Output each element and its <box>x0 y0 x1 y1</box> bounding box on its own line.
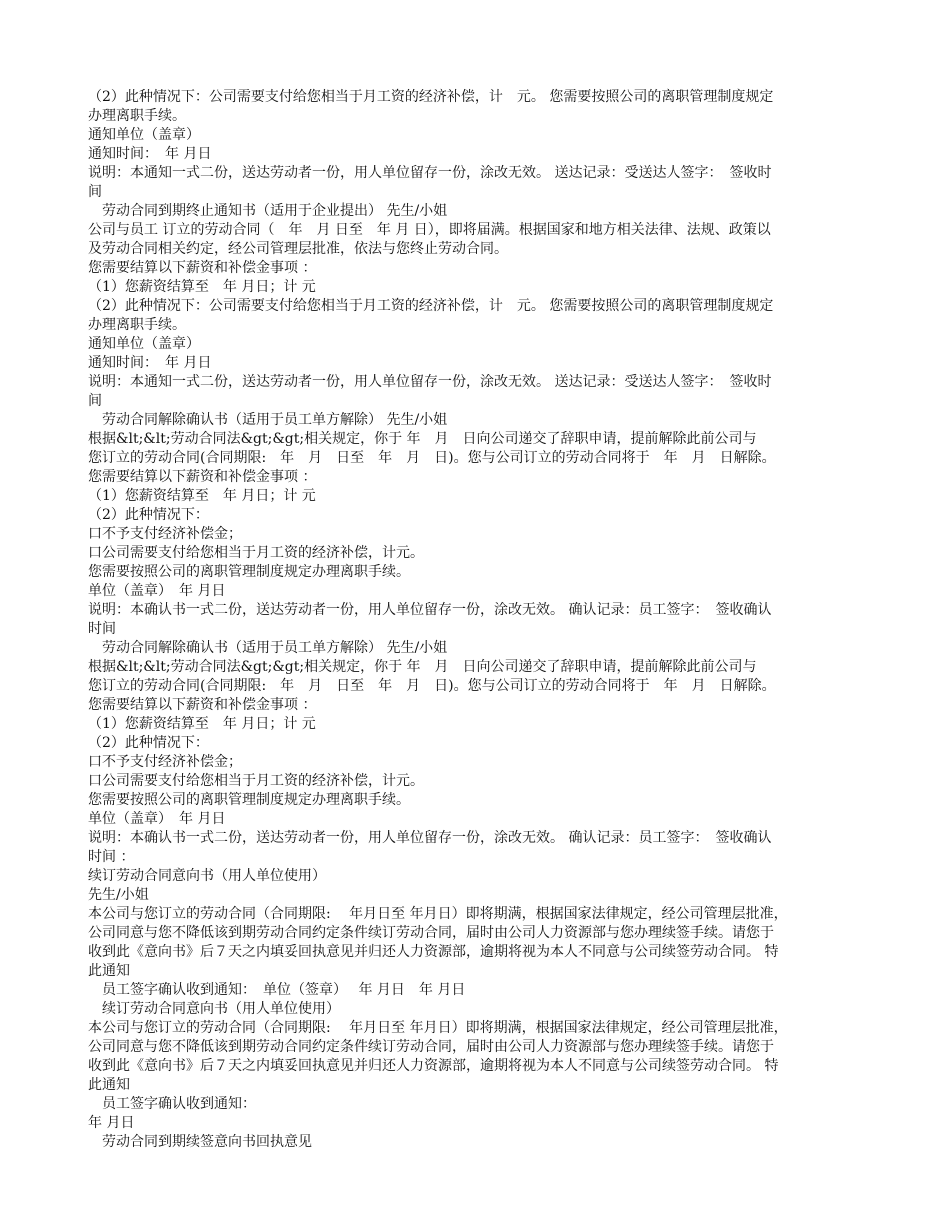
text-line: （1）您薪资结算至 年 月日；计 元 <box>88 716 316 732</box>
text-line: （2）此种情况下：公司需要支付给您相当于月工资的经济补偿，计 元。 您需要按照公司的离职管理制度规定 <box>88 298 774 314</box>
text-line: 您需要按照公司的离职管理制度规定办理离职手续。 <box>88 792 410 808</box>
text-line: 本公司与您订立的劳动合同（合同期限: 年月日至 年月日）即将期满，根据国家法律规定，经公司管理层批准， <box>88 1020 788 1036</box>
text-line: 说明：本确认书一式二份，送达劳动者一份，用人单位留存一份，涂改无效。 确认记录：员工签字： 签收确认 <box>88 830 772 846</box>
text-line: 您需要结算以下薪资和补偿金事项 ： <box>88 260 317 276</box>
text-line: 劳动合同解除确认书（适用于员工单方解除） 先生/小姐 <box>88 640 448 656</box>
text-line: 劳动合同到期终止通知书（适用于企业提出） 先生/小姐 <box>88 203 448 219</box>
text-line: 说明：本通知一式二份，送达劳动者一份，用人单位留存一份，涂改无效。 送达记录：受送达人签字： 签收时 <box>88 165 772 181</box>
text-line: 口不予支付经济补偿金； <box>88 754 242 770</box>
text-line: 此通知 <box>88 963 130 979</box>
text-line: 先生/小姐 <box>88 887 149 903</box>
text-line: 员工签字确认收到通知： 单位（签章） 年 月日 年 月日 <box>88 982 466 998</box>
document-body <box>0 88 950 1152</box>
text-line: 您需要结算以下薪资和补偿金事项 ： <box>88 697 317 713</box>
text-line: 说明：本通知一式二份，送达劳动者一份，用人单位留存一份，涂改无效。 送达记录：受送达人签字： 签收时 <box>88 374 772 390</box>
text-line: 劳动合同解除确认书（适用于员工单方解除） 先生/小姐 <box>88 412 448 428</box>
text-line: 此通知 <box>88 1077 130 1093</box>
text-line: 间 <box>88 184 102 200</box>
text-line: 单位（盖章） 年 月日 <box>88 583 226 599</box>
text-line: 员工签字确认收到通知： <box>88 1096 256 1112</box>
text-line: 时间 ： <box>88 849 135 865</box>
text-line: 公司同意与您不降低该到期劳动合同约定条件续订劳动合同，届时由公司人力资源部与您办理续签手续。请您于 <box>88 1039 774 1055</box>
text-line: 根据&lt;&lt;劳动合同法&gt;&gt;相关规定，你于 年 月 日向公司递交了辞职申请，提前解除此前公司与 <box>88 431 757 447</box>
text-line: 口公司需要支付给您相当于月工资的经济补偿，计元。 <box>88 773 424 789</box>
text-line: 说明：本确认书一式二份，送达劳动者一份，用人单位留存一份，涂改无效。 确认记录：员工签字： 签收确认 <box>88 602 772 618</box>
text-line: 劳动合同到期续签意向书回执意见 <box>88 1134 312 1150</box>
text-line: 通知时间： 年 月日 <box>88 146 212 162</box>
text-line: 单位（盖章） 年 月日 <box>88 811 226 827</box>
text-line: 公司与员工 订立的劳动合同（ 年 月 日至 年 月 日），即将届满。根据国家和地方相关法律、法规、政策以 <box>88 222 771 238</box>
text-line: 您订立的劳动合同(合同期限: 年 月 日至 年 月 日)。您与公司订立的劳动合同将于 年 月 日解除。 <box>88 678 776 694</box>
text-line: 续订劳动合同意向书（用人单位使用） <box>88 1001 340 1017</box>
text-line: 收到此《意向书》后７天之内填妥回执意见并归还人力资源部，逾期将视为本人不同意与公司续签劳动合同。 特 <box>88 1058 779 1074</box>
text-line: （1）您薪资结算至 年 月日；计 元 <box>88 488 316 504</box>
text-line: 您需要按照公司的离职管理制度规定办理离职手续。 <box>88 564 410 580</box>
text-line: 本公司与您订立的劳动合同（合同期限: 年月日至 年月日）即将期满，根据国家法律规定，经公司管理层批准， <box>88 906 788 922</box>
text-line: 公司同意与您不降低该到期劳动合同约定条件续订劳动合同，届时由公司人力资源部与您办理续签手续。请您于 <box>88 925 774 941</box>
text-line: （2）此种情况下： <box>88 507 209 523</box>
text-line: 收到此《意向书》后７天之内填妥回执意见并归还人力资源部，逾期将视为本人不同意与公司续签劳动合同。 特 <box>88 944 779 960</box>
text-line: 办理离职手续。 <box>88 317 186 333</box>
text-line: 间 <box>88 393 102 409</box>
text-line: 及劳动合同相关约定，经公司管理层批准，依法与您终止劳动合同。 <box>88 241 508 257</box>
text-line: 口不予支付经济补偿金； <box>88 526 242 542</box>
text-line: 续订劳动合同意向书（用人单位使用） <box>88 868 326 884</box>
text-line: 您订立的劳动合同(合同期限: 年 月 日至 年 月 日)。您与公司订立的劳动合同将于 年 月 日解除。 <box>88 450 776 466</box>
text-line: 通知时间： 年 月日 <box>88 355 212 371</box>
text-line: 通知单位（盖章） <box>88 336 200 352</box>
text-line: 年 月日 <box>88 1115 135 1131</box>
text-line: （2）此种情况下：公司需要支付给您相当于月工资的经济补偿，计 元。 您需要按照公司的离职管理制度规定 <box>88 89 774 105</box>
text-line: 通知单位（盖章） <box>88 127 200 143</box>
text-line: 根据&lt;&lt;劳动合同法&gt;&gt;相关规定，你于 年 月 日向公司递交了辞职申请，提前解除此前公司与 <box>88 659 757 675</box>
text-line: （2）此种情况下： <box>88 735 209 751</box>
text-line: 您需要结算以下薪资和补偿金事项 ： <box>88 469 317 485</box>
text-line: （1）您薪资结算至 年 月日；计 元 <box>88 279 316 295</box>
text-line: 时间 <box>88 621 116 637</box>
text-line: 口公司需要支付给您相当于月工资的经济补偿，计元。 <box>88 545 424 561</box>
text-line: 办理离职手续。 <box>88 108 186 124</box>
